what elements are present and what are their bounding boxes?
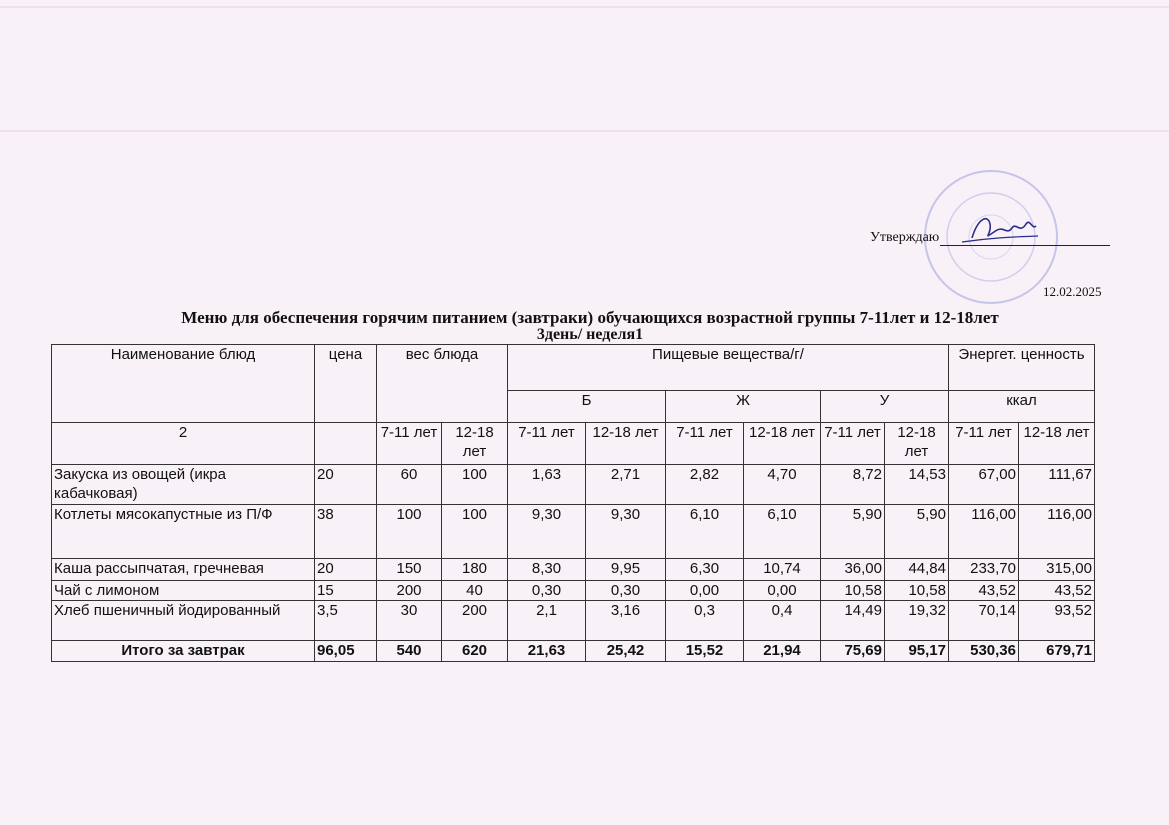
age-carbs-2: 12-18 лет bbox=[885, 423, 949, 465]
kcal-12-18: 93,52 bbox=[1019, 601, 1095, 641]
protein-7-11: 9,30 bbox=[508, 505, 586, 559]
weight-12-18: 200 bbox=[442, 601, 508, 641]
document-title: Меню для обеспечения горячим питанием (завтраки) обучающихся возрастной группы 7-11лет и 12-18лет bbox=[181, 308, 999, 327]
age-energy-1: 7-11 лет bbox=[949, 423, 1019, 465]
header-dish-name: Наименование блюд bbox=[52, 345, 315, 423]
age-energy-2: 12-18 лет bbox=[1019, 423, 1095, 465]
price: 20 bbox=[315, 465, 377, 505]
total-carbs-7-11: 75,69 bbox=[821, 641, 885, 662]
age-carbs-1: 7-11 лет bbox=[821, 423, 885, 465]
protein-12-18: 0,30 bbox=[586, 581, 666, 601]
dish-name: Котлеты мясокапустные из П/Ф bbox=[52, 505, 315, 559]
weight-7-11: 60 bbox=[377, 465, 442, 505]
fat-7-11: 6,30 bbox=[666, 559, 744, 581]
total-label: Итого за завтрак bbox=[52, 641, 315, 662]
protein-7-11: 1,63 bbox=[508, 465, 586, 505]
kcal-7-11: 70,14 bbox=[949, 601, 1019, 641]
carbs-12-18: 19,32 bbox=[885, 601, 949, 641]
price: 3,5 bbox=[315, 601, 377, 641]
header-weight: вес блюда bbox=[377, 345, 508, 423]
carbs-12-18: 5,90 bbox=[885, 505, 949, 559]
header-protein: Б bbox=[508, 391, 666, 423]
kcal-7-11: 67,00 bbox=[949, 465, 1019, 505]
fat-7-11: 2,82 bbox=[666, 465, 744, 505]
protein-12-18: 9,95 bbox=[586, 559, 666, 581]
price: 15 bbox=[315, 581, 377, 601]
fat-7-11: 6,10 bbox=[666, 505, 744, 559]
total-row bbox=[52, 641, 1095, 662]
header-col-number: 2 bbox=[52, 423, 315, 465]
total-price: 96,05 bbox=[315, 641, 377, 662]
header-kcal: ккал bbox=[949, 391, 1095, 423]
header-fat: Ж bbox=[666, 391, 821, 423]
fat-12-18: 4,70 bbox=[744, 465, 821, 505]
header-price-empty bbox=[315, 423, 377, 465]
fat-7-11: 0,00 bbox=[666, 581, 744, 601]
kcal-7-11: 233,70 bbox=[949, 559, 1019, 581]
weight-12-18: 180 bbox=[442, 559, 508, 581]
carbs-12-18: 14,53 bbox=[885, 465, 949, 505]
total-fat-12-18: 21,94 bbox=[744, 641, 821, 662]
weight-12-18: 40 bbox=[442, 581, 508, 601]
kcal-12-18: 111,67 bbox=[1019, 465, 1095, 505]
protein-7-11: 0,30 bbox=[508, 581, 586, 601]
menu-table bbox=[51, 344, 1095, 662]
table-row bbox=[52, 581, 1095, 601]
header-energy: Энергет. ценность bbox=[949, 345, 1095, 391]
carbs-7-11: 14,49 bbox=[821, 601, 885, 641]
total-kcal-12-18: 679,71 bbox=[1019, 641, 1095, 662]
table-row bbox=[52, 559, 1095, 581]
protein-12-18: 3,16 bbox=[586, 601, 666, 641]
total-protein-12-18: 25,42 bbox=[586, 641, 666, 662]
approve-label: Утверждаю bbox=[870, 230, 940, 245]
fat-12-18: 0,00 bbox=[744, 581, 821, 601]
kcal-7-11: 43,52 bbox=[949, 581, 1019, 601]
kcal-12-18: 116,00 bbox=[1019, 505, 1095, 559]
weight-12-18: 100 bbox=[442, 465, 508, 505]
protein-12-18: 2,71 bbox=[586, 465, 666, 505]
document-subtitle: 3день/ неделя1 bbox=[536, 326, 644, 343]
protein-7-11: 2,1 bbox=[508, 601, 586, 641]
kcal-12-18: 315,00 bbox=[1019, 559, 1095, 581]
fat-7-11: 0,3 bbox=[666, 601, 744, 641]
total-carbs-12-18: 95,17 bbox=[885, 641, 949, 662]
kcal-12-18: 43,52 bbox=[1019, 581, 1095, 601]
total-protein-7-11: 21,63 bbox=[508, 641, 586, 662]
age-fat-2: 12-18 лет bbox=[744, 423, 821, 465]
total-weight-7-11: 540 bbox=[377, 641, 442, 662]
carbs-12-18: 10,58 bbox=[885, 581, 949, 601]
fat-12-18: 10,74 bbox=[744, 559, 821, 581]
approval-date: 12.02.2025 bbox=[1043, 284, 1102, 299]
table-row bbox=[52, 465, 1095, 505]
age-weight-2: 12-18 лет bbox=[442, 423, 508, 465]
dish-name: Закуска из овощей (икра кабачковая) bbox=[52, 465, 315, 505]
age-protein-1: 7-11 лет bbox=[508, 423, 586, 465]
total-fat-7-11: 15,52 bbox=[666, 641, 744, 662]
protein-7-11: 8,30 bbox=[508, 559, 586, 581]
fat-12-18: 6,10 bbox=[744, 505, 821, 559]
total-kcal-7-11: 530,36 bbox=[949, 641, 1019, 662]
age-protein-2: 12-18 лет bbox=[586, 423, 666, 465]
dish-name: Чай с лимоном bbox=[52, 581, 315, 601]
weight-7-11: 150 bbox=[377, 559, 442, 581]
carbs-7-11: 36,00 bbox=[821, 559, 885, 581]
table-row bbox=[52, 601, 1095, 641]
protein-12-18: 9,30 bbox=[586, 505, 666, 559]
carbs-12-18: 44,84 bbox=[885, 559, 949, 581]
header-nutrients: Пищевые вещества/г/ bbox=[508, 345, 949, 391]
dish-name: Хлеб пшеничный йодированный bbox=[52, 601, 315, 641]
weight-12-18: 100 bbox=[442, 505, 508, 559]
carbs-7-11: 5,90 bbox=[821, 505, 885, 559]
fat-12-18: 0,4 bbox=[744, 601, 821, 641]
weight-7-11: 30 bbox=[377, 601, 442, 641]
price: 38 bbox=[315, 505, 377, 559]
signature bbox=[960, 210, 1040, 246]
total-weight-12-18: 620 bbox=[442, 641, 508, 662]
age-fat-1: 7-11 лет bbox=[666, 423, 744, 465]
weight-7-11: 100 bbox=[377, 505, 442, 559]
dish-name: Каша рассыпчатая, гречневая bbox=[52, 559, 315, 581]
carbs-7-11: 8,72 bbox=[821, 465, 885, 505]
price: 20 bbox=[315, 559, 377, 581]
header-price: цена bbox=[315, 345, 377, 423]
weight-7-11: 200 bbox=[377, 581, 442, 601]
age-weight-1: 7-11 лет bbox=[377, 423, 442, 465]
carbs-7-11: 10,58 bbox=[821, 581, 885, 601]
kcal-7-11: 116,00 bbox=[949, 505, 1019, 559]
header-carbs: У bbox=[821, 391, 949, 423]
table-row bbox=[52, 505, 1095, 559]
